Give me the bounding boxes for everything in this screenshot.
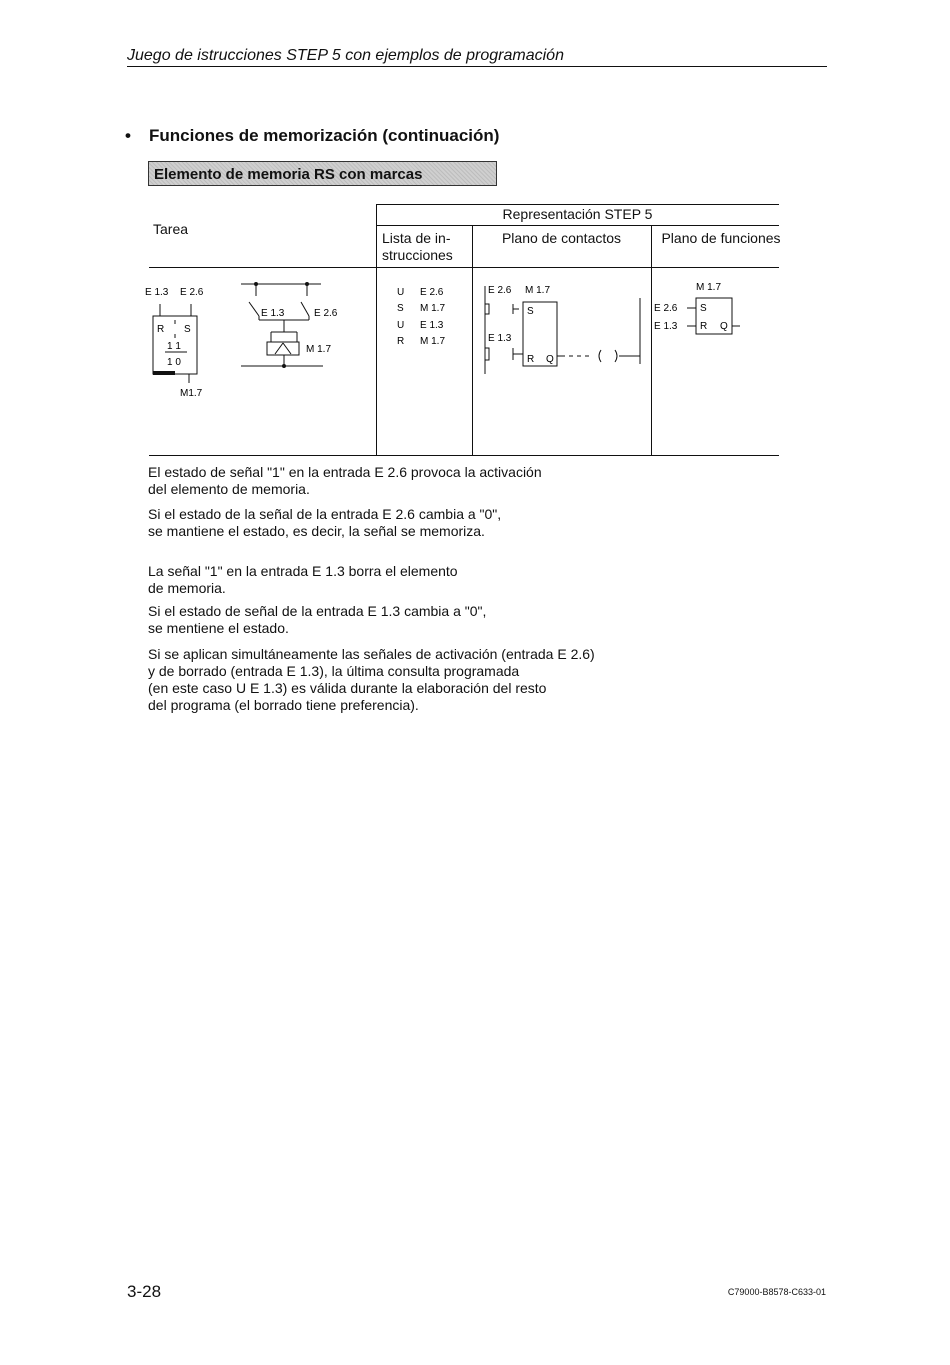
instr-1-op: S xyxy=(397,303,404,314)
instr-3-operand: M 1.7 xyxy=(420,336,446,347)
fbd-r: R xyxy=(700,321,708,332)
table-top-rule xyxy=(376,204,779,205)
page-header xyxy=(127,46,827,67)
paragraph-4: Si el estado de señal de la entrada E 1.3 cambia a "0", se mentiene el estado. xyxy=(148,603,487,636)
tarea-state-1: 1 1 xyxy=(167,341,181,352)
relay-contact-1: E 1.3 xyxy=(261,308,285,319)
tarea-s-label: S xyxy=(184,324,191,335)
col-contactos-header: Plano de contactos xyxy=(501,230,622,246)
ladder-set: S xyxy=(527,306,534,317)
bullet-dot: • xyxy=(125,126,131,145)
tarea-input-a: E 1.3 xyxy=(145,287,169,298)
representation-header: Representación STEP 5 xyxy=(502,206,653,222)
instruction-list xyxy=(377,268,471,388)
section-title xyxy=(125,126,499,146)
relay-coil-label: M 1.7 xyxy=(306,344,332,355)
document-code: C79000-B8578-C633-01 xyxy=(727,1287,826,1297)
tarea-input-b: E 2.6 xyxy=(180,287,204,298)
instr-3-op: R xyxy=(397,336,405,347)
table-sub-rule xyxy=(376,225,779,226)
tarea-diagram xyxy=(145,268,375,408)
paragraph-3: La señal "1" en la entrada E 1.3 borra el elemento de memoria. xyxy=(148,563,458,596)
step5-table xyxy=(145,204,781,456)
ladder-top-right: M 1.7 xyxy=(525,285,551,296)
ladder-top-left: E 2.6 xyxy=(488,285,512,296)
ladder-coil xyxy=(599,350,617,362)
paragraph-1: El estado de señal "1" en la entrada E 2.6 provoca la activación del elemento de memoria. xyxy=(148,464,542,497)
fbd-in-set: E 2.6 xyxy=(654,303,678,314)
tarea-r-label: R xyxy=(157,324,165,335)
header-title: Juego de istrucciones STEP 5 con ejemplos de programación xyxy=(127,47,564,64)
relay-contact-2: E 2.6 xyxy=(314,308,338,319)
instr-1-operand: M 1.7 xyxy=(420,303,446,314)
col-lista-header: Lista de in- strucciones xyxy=(382,230,453,263)
flipflop-output-bar xyxy=(153,371,175,375)
instr-2-op: U xyxy=(397,320,405,331)
tarea-state-0: 1 0 xyxy=(167,357,181,368)
ladder-reset: R xyxy=(527,354,535,365)
fbd-in-reset: E 1.3 xyxy=(654,321,678,332)
paragraph-2: Si el estado de la señal de la entrada E 2.6 cambia a "0", se mantiene el estado, es decir, la señal se memoriza. xyxy=(148,506,502,539)
table-bottom-rule xyxy=(149,455,779,456)
page-number: 3-28 xyxy=(127,1282,162,1301)
col-funciones-header: Plano de funciones xyxy=(661,230,781,246)
function-block-diagram xyxy=(652,268,779,368)
relay-coil xyxy=(267,342,299,355)
fbd-output: M 1.7 xyxy=(696,282,722,293)
ladder-output: Q xyxy=(546,354,554,365)
paragraph-5: Si se aplican simultáneamente las señales de activación (entrada E 2.6) y de borrado (entrada E 1.3), la última consulta programada (en este caso U E 1.3) es válida durante la elaboración del resto del programa (el borrado tiene preferencia). xyxy=(148,646,595,713)
fbd-s: S xyxy=(700,303,707,314)
ladder-reset-contact: E 1.3 xyxy=(488,333,512,344)
section-title-text: Funciones de memorización (continuación) xyxy=(149,126,500,145)
instr-0-operand: E 2.6 xyxy=(420,287,444,298)
tarea-header: Tarea xyxy=(153,221,189,237)
instr-2-operand: E 1.3 xyxy=(420,320,444,331)
fbd-q: Q xyxy=(720,321,728,332)
ladder-diagram xyxy=(473,268,651,408)
tarea-output: M1.7 xyxy=(180,388,203,399)
section-banner: Elemento de memoria RS con marcas xyxy=(148,161,497,186)
instr-0-op: U xyxy=(397,287,405,298)
